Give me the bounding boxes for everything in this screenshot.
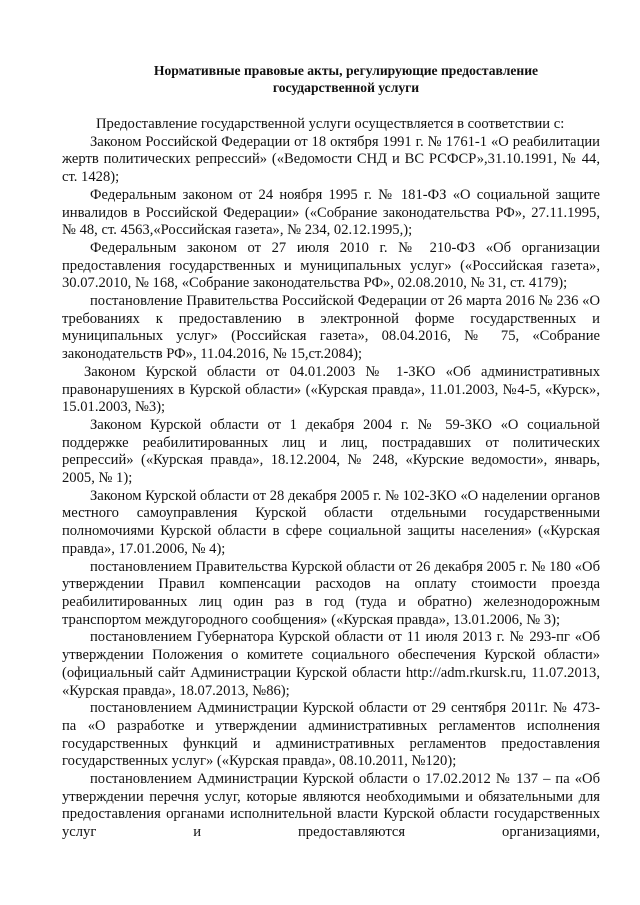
paragraph-decree-473-pa: постановлением Администрации Курской области от 29 сентября 2011г. № 473-па «О разработке и утверждении административных регламентов исполнения государственных функций и административных регламентов предоставления государственных услуг» («Курская правда», 08.10.2011, №120); [62,700,600,770]
paragraph-law-102-zko: Законом Курской области от 28 декабря 2005 г. № 102-ЗКО «О наделении органов местного самоуправления Курской области отдельными государственными полномочиями Курской области в сфере социальной защиты населения» («Курская правда», 17.01.2006, № 4); [62,487,600,557]
intro-paragraph: Предоставление государственной услуги осуществляется в соответствии с: [96,116,565,132]
paragraph-law-1-zko: Законом Курской области от 04.01.2003 № 1-ЗКО «Об административных правонарушениях в Курской области» («Курская правда», 11.01.2003, №4-5, «Курск», 15.01.2003, №3); [62,363,600,416]
paragraph-law-181-fz: Федеральным законом от 24 ноября 1995 г. № 181-ФЗ «О социальной защите инвалидов в Российской Федерации» («Собрание законодательства РФ», 27.11.1995, № 48, ст. 4563,«Российская газета», № 234, 02.12.1995,); [62,186,600,239]
document-title [62,62,600,96]
title-line-2: государственной услуги [272,80,420,95]
document-body [62,116,600,842]
paragraph-decree-180: постановлением Правительства Курской области от 26 декабря 2005 г. № 180 «Об утверждении Правил компенсации расходов на оплату стоимости проезда реабилитированных лиц один раз в год (туда и обратно) железнодорожным транспортом междугородного сообщения» («Курская правда», 13.01.2006, № 3); [62,558,600,628]
paragraph-law-1761-1: Законом Российской Федерации от 18 октября 1991 г. № 1761-1 «О реабилитации жертв политических репрессий» («Ведомости СНД и ВС РСФСР»,31.10.1991, № 44, ст. 1428); [62,133,600,186]
paragraph-decree-236: постановление Правительства Российской Федерации от 26 марта 2016 № 236 «О требованиях к предоставлению в электронной форме государственных и муниципальных услуг» (Российская газета», 08.04.2016, № 75, «Собрание законодательств РФ», 11.04.2016, № 15,ст.2084); [62,293,600,363]
title-line-1: Нормативные правовые акты, регулирующие предоставление [153,63,539,78]
paragraph-law-210-fz: Федеральным законом от 27 июля 2010 г. № 210-ФЗ «Об организации предоставления государственных и муниципальных услуг» («Российская газета», 30.07.2010, № 168, «Собрание законодательства РФ», 02.08.2010, № 31, ст. 4179); [62,239,600,292]
paragraph-decree-293-pg: постановлением Губернатора Курской области от 11 июля 2013 г. № 293-пг «Об утверждении Положения о комитете социального обеспечения Курской области» (официальный сайт Администрации Курской области http://adm.rkursk.ru, 11.07.2013, «Курская правда», 18.07.2013, №86); [62,629,600,699]
paragraph-decree-137-pa: постановлением Администрации Курской области о 17.02.2012 № 137 – па «Об утверждении перечня услуг, которые являются необходимыми и обязательными для предоставления органами исполнительной власти Курской области государственных услуг и предоставляются организациями, [62,771,600,841]
document-page [62,62,600,842]
paragraph-law-59-zko: Законом Курской области от 1 декабря 2004 г. № 59-ЗКО «О социальной поддержке реабилитированных лиц и лиц, пострадавших от политических репрессий» («Курская правда», 18.12.2004, № 248, «Курские ведомости», январь, 2005, № 1); [62,416,600,487]
